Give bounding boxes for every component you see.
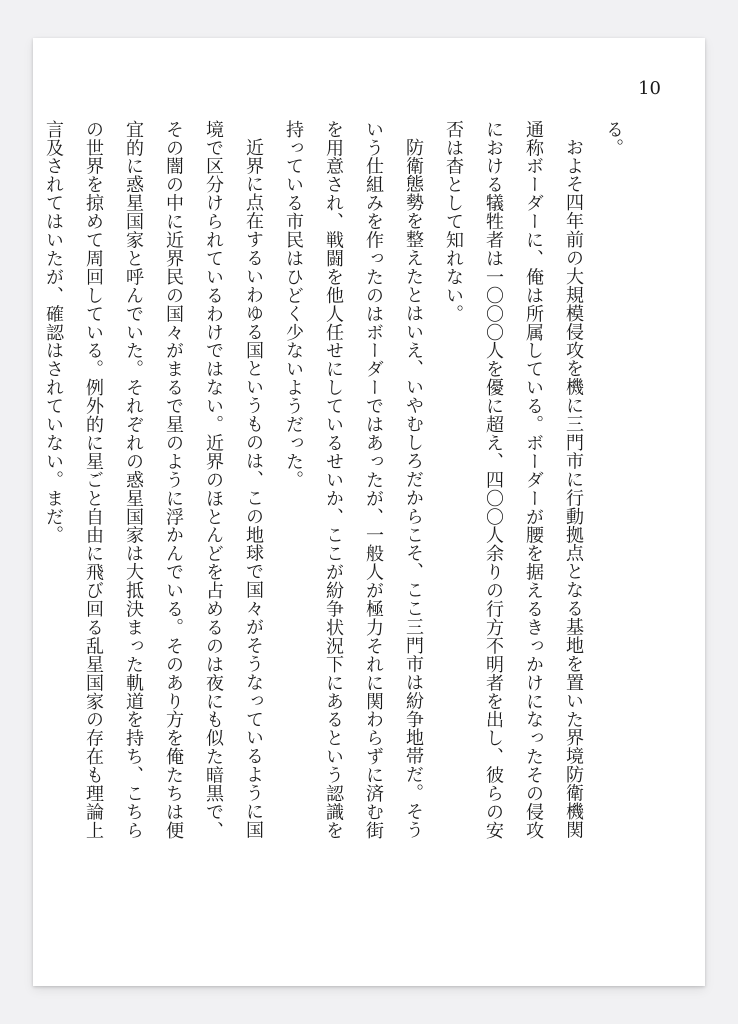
text-line: およそ四年前の大規模侵攻を機に三門市に行動拠点となる基地を置いた界境防衛機関 (563, 138, 584, 840)
text-line: る。 (603, 120, 624, 157)
text-line: いう仕組みを作ったのはボーダーではあったが、一般人が極力それに関わらずに済む街 (363, 120, 384, 840)
text-line: 境で区分けられているわけではない。近界のほとんどを占めるのは夜にも似た暗黒で、 (203, 120, 224, 840)
book-page (33, 38, 705, 986)
text-line: 防衛態勢を整えたとはいえ、いやむしろだからこそ、ここ三門市は紛争地帯だ。そう (403, 138, 424, 840)
text-line: 近界に点在するいわゆる国というものは、この地球で国々がそうなっているように国 (243, 138, 264, 840)
text-line: の世界を掠めて周回している。例外的に星ごと自由に飛び回る乱星国家の存在も理論上 (83, 120, 104, 840)
text-line: その闇の中に近界民の国々がまるで星のように浮かんでいる。そのあり方を俺たちは便 (163, 120, 184, 840)
text-line: 通称ボーダーに、俺は所属している。ボーダーが腰を据えるきっかけになったその侵攻 (523, 120, 544, 840)
text-line: における犠牲者は一〇〇〇人を優に超え、四〇〇人余りの行方不明者を出し、彼らの安 (483, 120, 504, 840)
text-line: 宜的に惑星国家と呼んでいた。それぞれの惑星国家は大抵決まった軌道を持ち、こちら (123, 120, 144, 840)
text-line: 言及されてはいたが、確認はされていない。まだ。 (43, 120, 64, 545)
vertical-text-body (43, 120, 633, 890)
text-line: 持っている市民はひどく少ないようだった。 (283, 120, 304, 489)
page-number: 10 (638, 78, 661, 99)
text-line: 否は杳として知れない。 (443, 120, 464, 323)
text-line: を用意され、戦闘を他人任せにしているせいか、ここが紛争状況下にあるという認識を (323, 120, 344, 840)
